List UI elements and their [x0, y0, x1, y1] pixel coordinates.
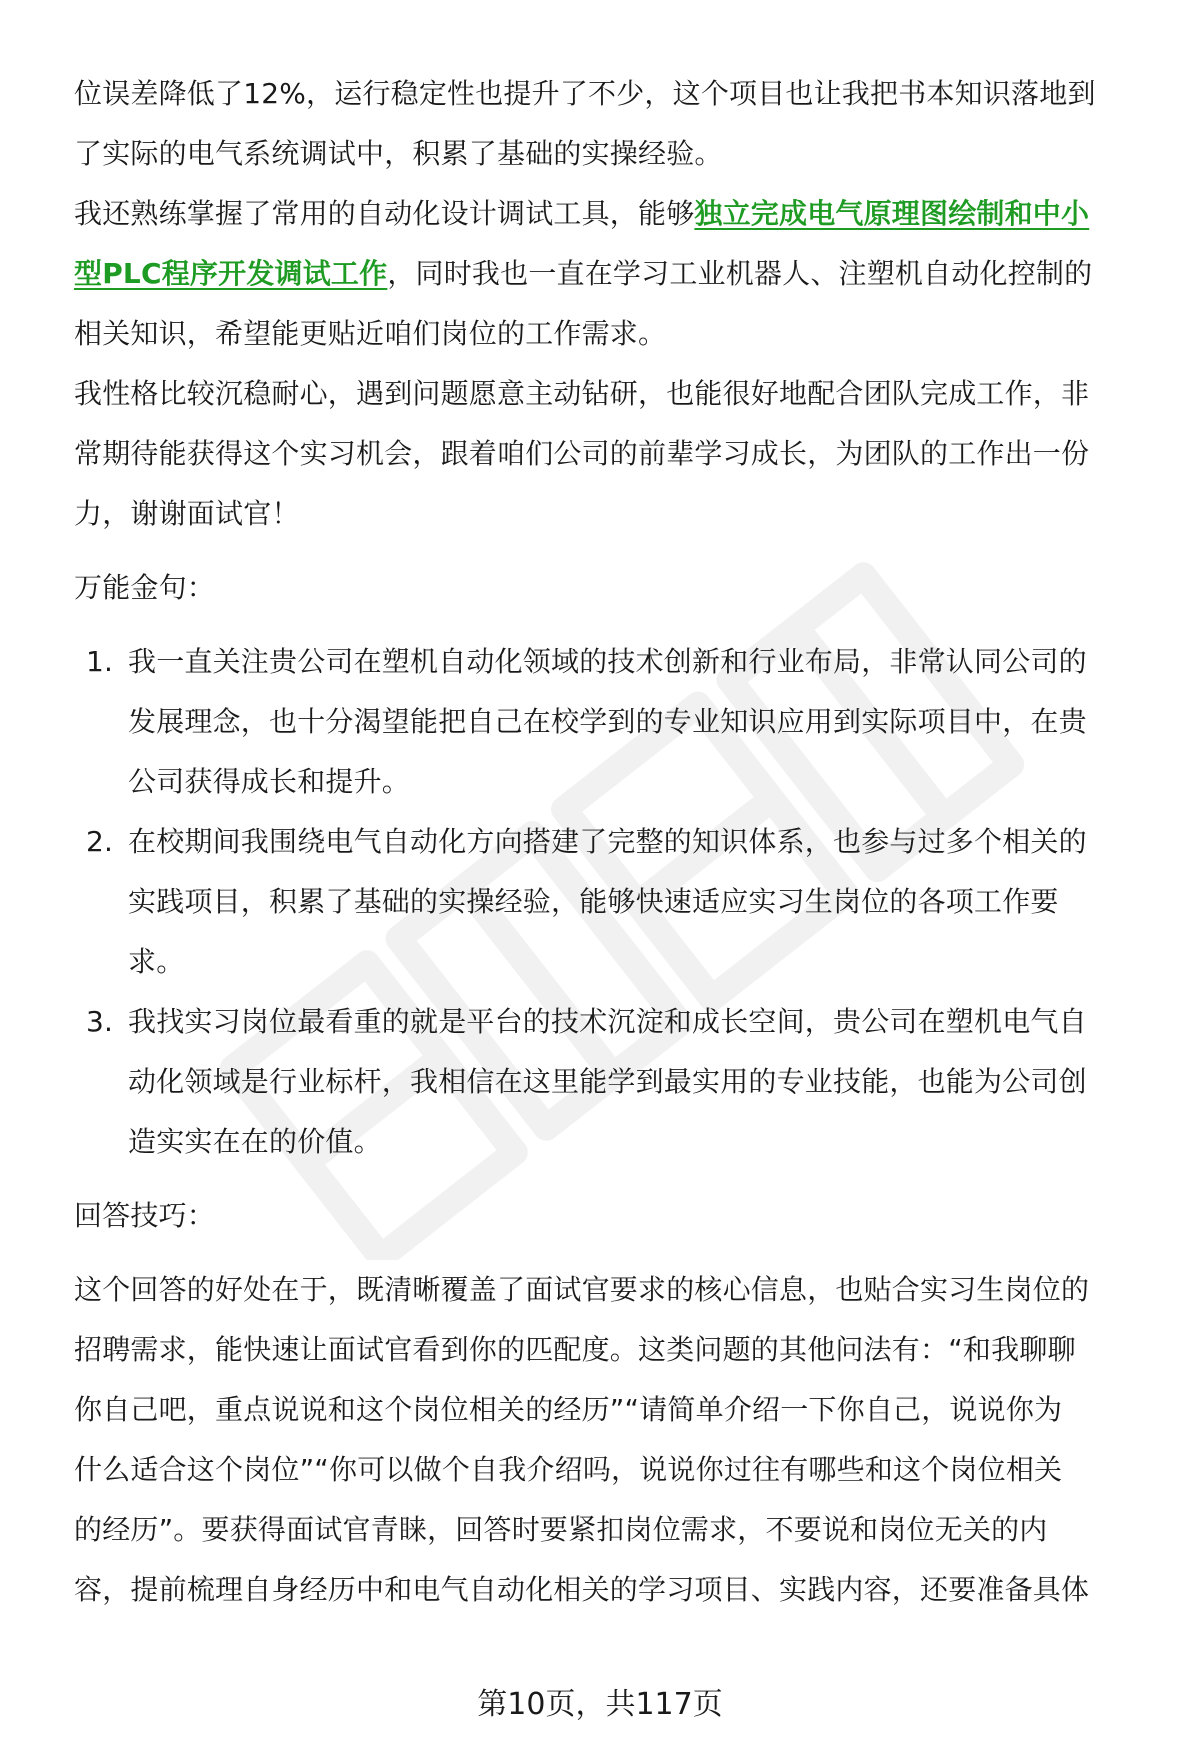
text-line: 招聘需求，能快速让面试官看到你的匹配度。这类问题的其他问法有：“和我聊聊: [74, 1333, 1076, 1366]
text-line: 造实实在在的价值。: [128, 1125, 382, 1158]
text-line: 常期待能获得这个实习机会，跟着咱们公司的前辈学习成长，为团队的工作出一份: [74, 437, 1090, 470]
paragraph-skills: [74, 184, 1144, 364]
text-line: 我一直关注贵公司在塑机自动化领域的技术创新和行业布局，非常认同公司的: [128, 645, 1087, 678]
list-item: [74, 812, 1144, 992]
text-line: 你自己吧，重点说说和这个岗位相关的经历”“请简单介绍一下你自己，说说你为: [74, 1393, 1063, 1426]
highlighted-text: 独立完成电气原理图绘制和中小: [694, 197, 1090, 230]
list-number: 1.: [86, 645, 114, 678]
section-heading-golden-phrases: 万能金句：: [74, 571, 216, 604]
text-line: 求。: [128, 945, 185, 978]
text-line: ，同时我也一直在学习工业机器人、注塑机自动化控制的: [387, 257, 1093, 290]
text-line: 动化领域是行业标杆，我相信在这里能学到最实用的专业技能，也能为公司创: [128, 1065, 1087, 1098]
golden-phrases-list: [74, 632, 1144, 1172]
text-line: 了实际的电气系统调试中，积累了基础的实操经验。: [74, 137, 723, 170]
list-number: 3.: [86, 1005, 114, 1038]
highlighted-text: 型PLC程序开发调试工作: [74, 257, 388, 290]
text-line: 我性格比较沉稳耐心，遇到问题愿意主动钻研，也能很好地配合团队完成工作，非: [74, 377, 1090, 410]
document-body: [74, 64, 1144, 1620]
list-item: [74, 632, 1144, 812]
text-line: 位误差降低了12%，运行稳定性也提升了不少，这个项目也让我把书本知识落地到: [74, 77, 1096, 110]
list-number: 2.: [86, 825, 114, 858]
text-line: 发展理念，也十分渴望能把自己在校学到的专业知识应用到实际项目中，在贵: [128, 705, 1087, 738]
text-line: 我还熟练掌握了常用的自动化设计调试工具，能够: [74, 197, 695, 230]
text-line: 在校期间我围绕电气自动化方向搭建了完整的知识体系，也参与过多个相关的: [128, 825, 1087, 858]
text-line: 容，提前梳理自身经历中和电气自动化相关的学习项目、实践内容，还要准备具体: [74, 1573, 1090, 1606]
text-line: 力，谢谢面试官！: [74, 497, 300, 530]
paragraph-answer-tips: [74, 1260, 1144, 1620]
section-heading-answer-tips: 回答技巧：: [74, 1199, 216, 1232]
text-line: 什么适合这个岗位”“你可以做个自我介绍吗，说说你过往有哪些和这个岗位相关: [74, 1453, 1063, 1486]
list-item: [74, 992, 1144, 1172]
text-line: 相关知识，希望能更贴近咱们岗位的工作需求。: [74, 317, 667, 350]
text-line: 的经历”。要获得面试官青睐，回答时要紧扣岗位需求，不要说和岗位无关的内: [74, 1513, 1048, 1546]
text-line: 这个回答的好处在于，既清晰覆盖了面试官要求的核心信息，也贴合实习生岗位的: [74, 1273, 1090, 1306]
page-number-footer: 第10页，共117页: [477, 1687, 723, 1722]
text-line: 我找实习岗位最看重的就是平台的技术沉淀和成长空间，贵公司在塑机电气自: [128, 1005, 1087, 1038]
paragraph-project-result: [74, 64, 1144, 184]
text-line: 公司获得成长和提升。: [128, 765, 411, 798]
paragraph-personality: [74, 364, 1144, 544]
text-line: 实践项目，积累了基础的实操经验，能够快速适应实习生岗位的各项工作要: [128, 885, 1059, 918]
